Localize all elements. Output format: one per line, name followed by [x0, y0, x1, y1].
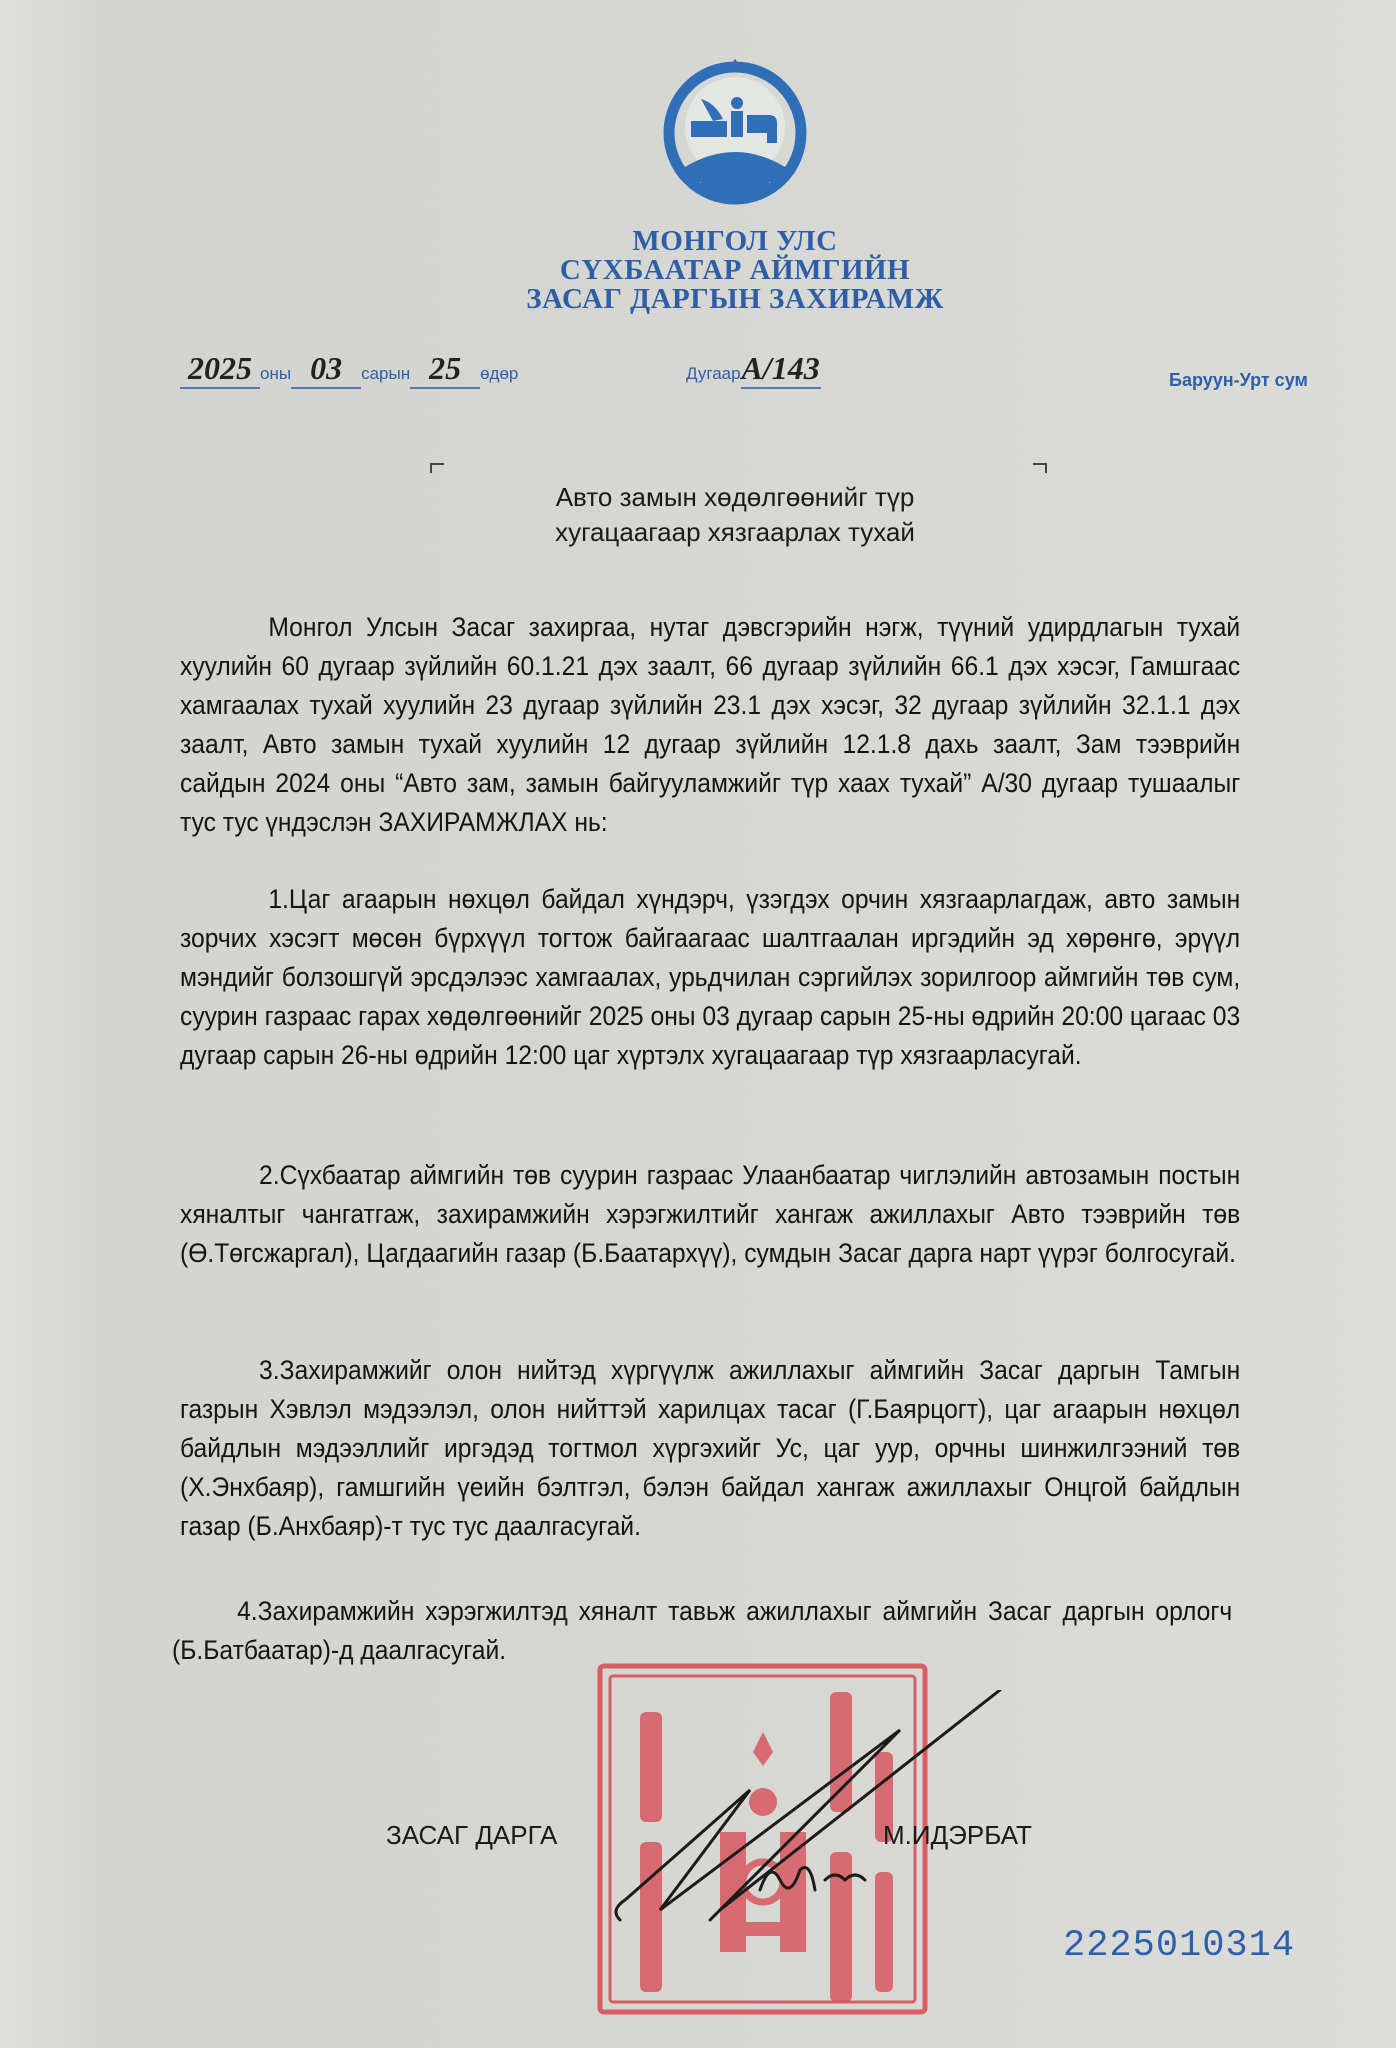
preamble-paragraph	[180, 608, 1240, 842]
serial-number: 2225010314	[1063, 1925, 1296, 1967]
signatory-name: М.ИДЭРБАТ	[883, 1820, 1032, 1850]
number-label: Дугаар	[686, 364, 741, 383]
order-item-2	[180, 1156, 1240, 1273]
subject-line-1: Авто замын хөдөлгөөнийг түр	[555, 482, 915, 512]
year-label: оны	[260, 364, 292, 383]
corner-mark-left	[430, 463, 444, 473]
subject-line-2: хугацаагаар хязгаарлах тухай	[555, 517, 915, 547]
letterhead-line-1: МОНГОЛ УЛС	[632, 225, 838, 257]
preamble-text: Монгол Улсын Засаг захиргаа, нутаг дэвсгэрийн нэгж, түүний удирдлагын тухай хуулийн 60 дугаар зүйлийн 60.1.21 дэх заалт, 66 дугаар зүйлийн 66.1 дэх хэсэг, Гамшгаас хамгаалах тухай хуулийн 23 дугаар зүйлийн 23.1 дэх хэсэг, 32 дугаар зүйлийн 32.1.1 дэх заалт, Авто замын тухай хуулийн 12 дугаар зүйлийн 12.1.8 дахь заалт, Зам тээврийн сайдын 2024 оны “Авто зам, замын байгууламжийг түр хаах тухай” А/30 дугаар тушаалыг тус тус үндэслэн ЗАХИРАМЖЛАХ нь:	[180, 612, 1241, 837]
day-label: өдөр	[480, 364, 519, 383]
order-item-1	[180, 880, 1240, 1075]
date-day: 25	[429, 350, 462, 386]
document-subject	[0, 480, 1396, 550]
signatory-title: ЗАСАГ ДАРГА	[386, 1820, 558, 1850]
order-item-text: 2.Сүхбаатар аймгийн төв суурин газраас Улаанбаатар чиглэлийн автозамын постын хяналтыг чангатгаж, захирамжийн хэрэгжилтийг хангаж ажиллахыг Авто тээврийн төв (Ө.Төгсжаргал), Цагдаагийн газар (Б.Баатархүү), сумдын Засаг дарга нарт үүрэг болгосугай.	[180, 1160, 1241, 1268]
place-label: Баруун-Урт сум	[1169, 370, 1308, 390]
corner-mark-right	[1033, 463, 1047, 473]
mongolia-state-emblem-icon	[661, 55, 809, 210]
date-year: 2025	[188, 350, 252, 386]
letterhead-line-2: СҮХБААТАР АЙМГИЙН	[559, 254, 911, 286]
order-item-text: 4.Захирамжийн хэрэгжилтэд хяналт тавьж ажиллахыг аймгийн Засаг даргын орлогч (Б.Батбаатар)-д даалгасугай.	[172, 1596, 1233, 1665]
date-month: 03	[310, 350, 343, 386]
order-number: А/143	[741, 350, 820, 386]
month-label: сарын	[361, 364, 411, 383]
order-item-3	[180, 1351, 1240, 1546]
order-item-text: 1.Цаг агаарын нөхцөл байдал хүндэрч, үзэгдэх орчин хязгаарлагдаж, авто замын зорчих хэсэгт мөсөн бүрхүүл тогтож байгаагаас шалтгаалан иргэдийн эд хөрөнгө, эрүүл мэндийг болзошгүй эрсдэлээс хамгаалах, урьдчилан сэргийлэх зорилгоор аймгийн төв сум, суурин газраас гарах хөдөлгөөнийг 2025 оны 03 дугаар сарын 25-ны өдрийн 20:00 цагаас 03 дугаар сарын 26-ны өдрийн 12:00 цаг хүртэлх хугацаагаар түр хязгаарласугай.	[180, 884, 1241, 1070]
date-line	[180, 350, 518, 390]
order-item-text: 3.Захирамжийг олон нийтэд хүргүүлж ажиллахыг аймгийн Засаг даргын Тамгын газрын Хэвлэл мэдээлэл, олон нийттэй харилцах тасаг (Г.Баярцогт), цаг агаарын нөхцөл байдлын мэдээллийг иргэдэд тогтмол хүргэхийг Ус, цаг уур, орчны шинжилгээний төв (Х.Энхбаяр), гамшгийн үеийн бэлтгэл, бэлэн байдал хангаж ажиллахыг Онцгой байдлын газар (Б.Анхбаяр)-т тус тус даалгасугай.	[180, 1355, 1241, 1541]
order-number-line	[686, 350, 821, 390]
letterhead-line-3: ЗАСАГ ДАРГЫН ЗАХИРАМЖ	[526, 283, 944, 315]
